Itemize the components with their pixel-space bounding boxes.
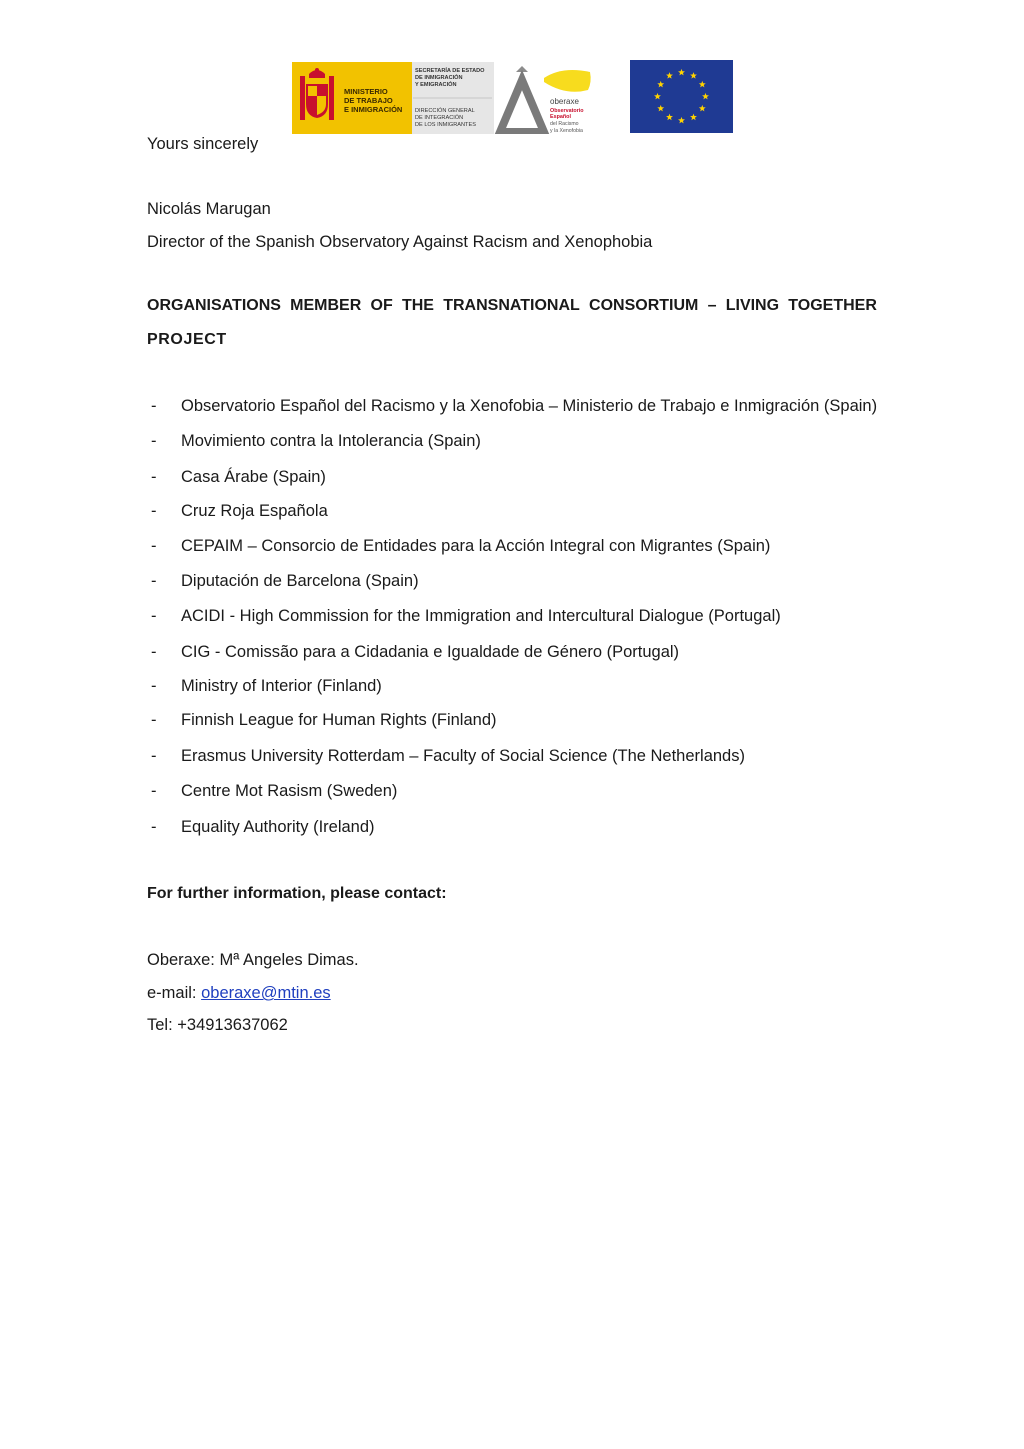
closing: Yours sincerely <box>147 135 259 153</box>
organisation-name: CEPAIM – Consorcio de Entidades para la Acción Integral con Migrantes (Spain) <box>181 537 771 555</box>
organisation-name: CIG - Comissão para a Cidadania e Igualdade de Género (Portugal) <box>181 643 680 661</box>
secretaria-line-1: SECRETARÍA DE ESTADO <box>415 68 485 74</box>
secretaria-line-3: Y EMIGRACIÓN <box>415 82 457 88</box>
heading-word: ORGANISATIONS <box>147 297 281 314</box>
oberaxe-line-4: del Racismo <box>550 121 579 127</box>
list-marker: - <box>151 572 157 590</box>
organisation-name: Equality Authority (Ireland) <box>181 818 375 836</box>
contact-heading: For further information, please contact: <box>147 885 447 902</box>
ministerio-line-3: E INMIGRACIÓN <box>344 105 403 114</box>
email-link[interactable]: oberaxe@mtin.es <box>201 984 331 1002</box>
ministerio-line-2: DE TRABAJO <box>344 96 393 105</box>
direccion-line-2: DE INTEGRACIÓN <box>415 115 464 121</box>
signatory-title: Director of the Spanish Observatory Against Racism and Xenophobia <box>147 233 653 251</box>
heading-word: LIVING <box>725 297 780 314</box>
direccion-line-1: DIRECCIÓN GENERAL <box>415 108 475 114</box>
list-marker: - <box>151 468 157 486</box>
contact-tel: Tel: +34913637062 <box>147 1016 288 1034</box>
heading-word: THE <box>401 297 434 314</box>
secretaria-line-2: DE INMIGRACIÓN <box>415 75 463 81</box>
direccion-line-3: DE LOS INMIGRANTES <box>415 122 476 128</box>
heading-word: MEMBER <box>290 297 362 314</box>
list-marker: - <box>151 782 157 800</box>
oberaxe-line-3: Español <box>550 114 571 120</box>
list-marker: - <box>151 677 157 695</box>
list-marker: - <box>151 432 157 450</box>
list-marker: - <box>151 643 157 661</box>
oberaxe-logo <box>494 64 594 134</box>
eu-flag-logo <box>630 60 733 133</box>
organisation-name: Finnish League for Human Rights (Finland) <box>181 711 497 729</box>
oberaxe-line-2: Observatorio <box>550 108 584 114</box>
contact-email-line <box>147 983 331 1003</box>
list-marker: - <box>151 537 157 555</box>
heading-word: TRANSNATIONAL <box>443 297 580 314</box>
list-marker: - <box>151 747 157 765</box>
oberaxe-line-5: y la Xenofobia <box>550 128 583 134</box>
organisation-name: Cruz Roja Española <box>181 502 328 520</box>
consortium-heading-line-2: PROJECT <box>147 331 227 348</box>
organisation-name: Centre Mot Rasism (Sweden) <box>181 782 398 800</box>
email-label: e-mail: <box>147 984 202 1002</box>
organisation-name: Erasmus University Rotterdam – Faculty of Social Science (The Netherlands) <box>181 747 745 765</box>
ministerio-logo <box>292 62 494 134</box>
heading-word: CONSORTIUM <box>589 297 699 314</box>
list-marker: - <box>151 711 157 729</box>
list-marker: - <box>151 607 157 625</box>
list-marker: - <box>151 818 157 836</box>
consortium-heading <box>147 297 877 315</box>
organisation-name: ACIDI - High Commission for the Immigration and Intercultural Dialogue (Portugal) <box>181 607 781 625</box>
list-marker: - <box>151 502 157 520</box>
contact-person: Oberaxe: Mª Angeles Dimas. <box>147 951 359 969</box>
ministerio-line-1: MINISTERIO <box>344 87 388 96</box>
heading-word: OF <box>370 297 393 314</box>
organisation-name: Movimiento contra la Intolerancia (Spain) <box>181 432 481 450</box>
organisation-name: Diputación de Barcelona (Spain) <box>181 572 419 590</box>
heading-word: TOGETHER <box>788 297 877 314</box>
organisation-name: Casa Árabe (Spain) <box>181 468 326 486</box>
list-marker: - <box>151 397 157 415</box>
organisation-name: Observatorio Español del Racismo y la Xenofobia – Ministerio de Trabajo e Inmigración (Spain) <box>181 397 878 415</box>
signatory-name: Nicolás Marugan <box>147 200 271 218</box>
heading-word: – <box>707 297 717 314</box>
oberaxe-wordmark: oberaxe <box>550 97 579 106</box>
organisation-name: Ministry of Interior (Finland) <box>181 677 382 695</box>
